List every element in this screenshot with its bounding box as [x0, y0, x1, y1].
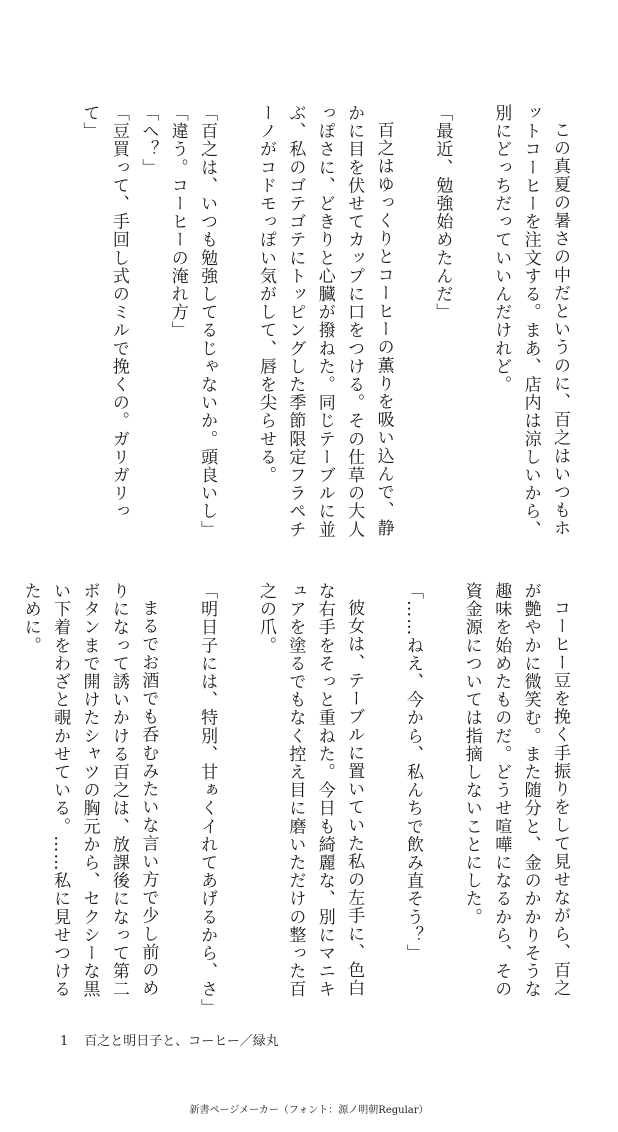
dialogue-line: 「豆買って、手回し式のミルで挽くの。ガリガリって」	[79, 104, 129, 521]
paragraph: コーヒー豆を挽く手振りをして見せながら、百之が艶やかに微笑む。また随分と、金のかかりそうな趣味を始めたものだ。どうせ喧嘩になるから、その資金源については指摘しないことにした。	[461, 582, 570, 999]
blank-line	[221, 582, 250, 1014]
page-number: 1	[60, 1034, 69, 1049]
font-credit: 新書ページメーカー（フォント：源ノ明朝Regular）	[189, 1105, 429, 1116]
blank-line	[398, 104, 427, 544]
dialogue-line: 「最近、勉強始めたんだ」	[432, 104, 453, 322]
blank-line	[162, 582, 191, 1014]
blank-line	[221, 104, 250, 544]
paragraph: 百之はゆっくりとコーヒーの薫りを吸い込んで、静かに目を伏せてカップに口をつける。その仕草の大人っぽさに、どきりと心臓が撥ねた。同じテーブルに並ぶ、私のゴテゴテにトッピングした季節限定フラペチーノがコドモっぽい気がして、唇を尖らせる。	[255, 104, 394, 539]
paragraph: まるでお酒でも呑むみたいな言い方で少し前のめりになって誘いかける百之は、放課後になって第二ボタンまで開けたシャツの胸元から、セクシーな黒い下着をわざと覗かせている。……私に見せつけるために。	[20, 582, 159, 999]
paragraph: この真夏の暑さの中だというのに、百之はいつもホットコーヒーを注文する。まあ、店内は涼しいから、別にどっちだっていいんだけれど。	[491, 104, 570, 539]
lower-text-block	[20, 582, 574, 1017]
upper-text-block	[44, 104, 574, 544]
dialogue-line: 「明日子には、特別、甘ぁくイれてあげるから、さ」	[197, 582, 218, 1017]
running-title: 百之と明日子と、コーヒー／緑丸	[84, 1034, 279, 1049]
dialogue-line: 「違う。コーヒーの淹れ方」	[167, 104, 188, 340]
blank-line	[427, 582, 456, 1014]
dialogue-line: 「へ？」	[138, 104, 159, 177]
dialogue-line: 「……ねえ、今から、私んちで飲み直そう？」	[402, 582, 423, 963]
page-footer	[60, 1030, 279, 1049]
paragraph: 彼女は、テーブルに置いていた私の左手に、色白な右手をそっと重ねた。今日も綺麗な、別にマニキュアを塗るでもなく控え目に磨いただけの整った百之の爪。	[255, 582, 365, 999]
blank-line	[456, 104, 485, 544]
blank-line	[368, 582, 397, 1014]
dialogue-line: 「百之は、いつも勉強してるじゃないか。頭良いし」	[197, 104, 218, 539]
